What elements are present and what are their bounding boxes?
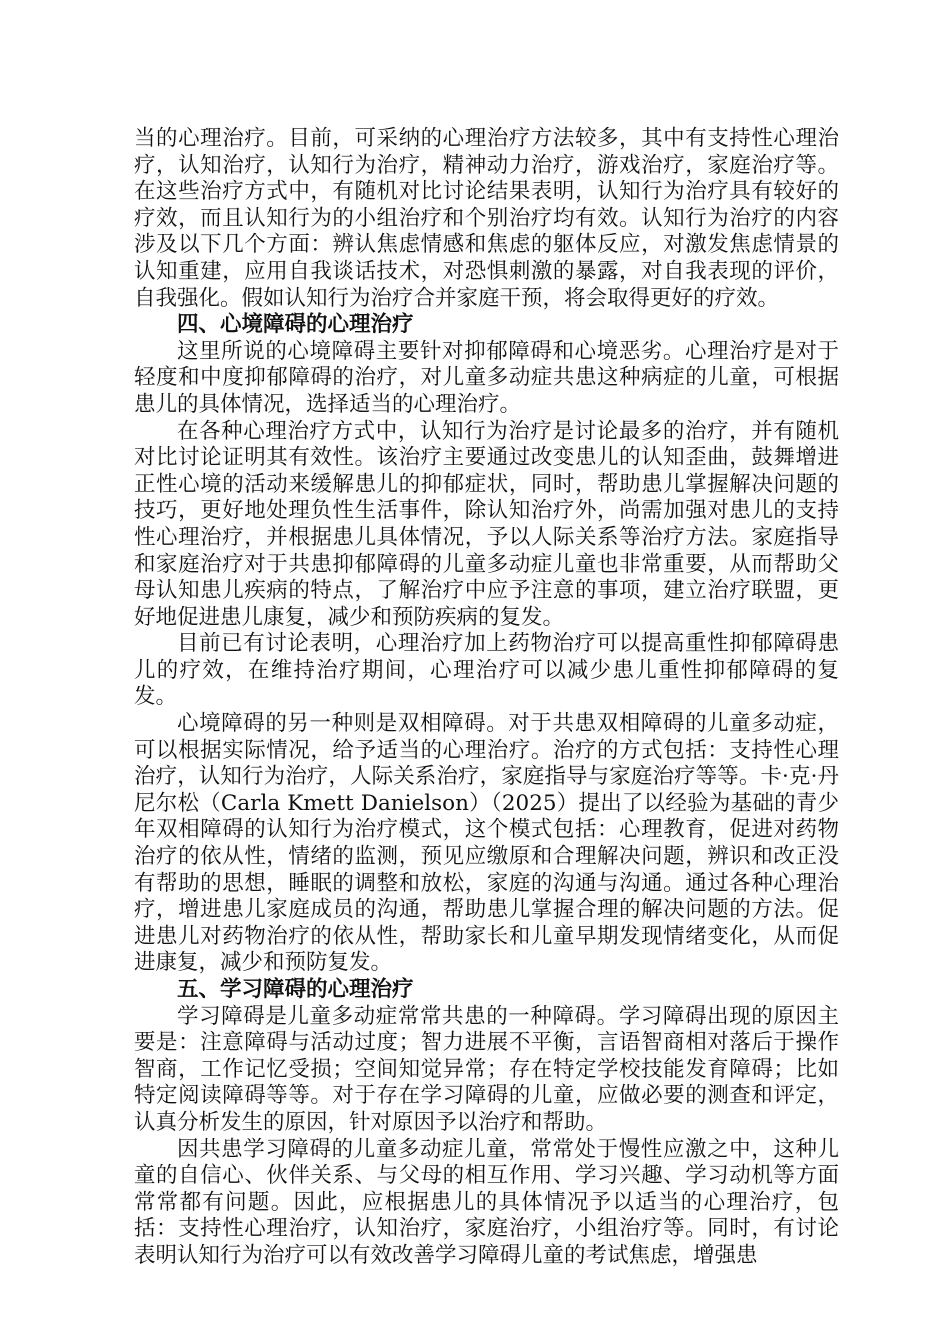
paragraph: 学习障碍是儿童多动症常常共患的一种障碍。学习障碍出现的原因主要是：注意障碍与活动过度；智力进展不平衡，言语智商相对落后于操作智商，工作记忆受损；空间知觉异常；存在特定学校技能发育障碍；比如特定阅读障碍等等。对于存在学习障碍的儿童，应做必要的测查和评定，认真分析发生的原因，针对原因予以治疗和帮助。 (134, 1003, 839, 1135)
paragraph: 因共患学习障碍的儿童多动症儿童，常常处于慢性应激之中，这种儿童的自信心、伙伴关系、与父母的相互作用、学习兴趣、学习动机等方面常常都有问题。因此，应根据患儿的具体情况予以适当的心理治疗，包括：支持性心理治疗，认知治疗，家庭治疗，小组治疗等。同时，有讨论表明认知行为治疗可以有效改善学习障碍儿童的考试焦虑，增强患 (134, 1136, 839, 1268)
document-page (134, 126, 839, 1270)
paragraph: 心境障碍的另一种则是双相障碍。对于共患双相障碍的儿童多动症，可以根据实际情况，给予适当的心理治疗。治疗的方式包括：支持性心理治疗，认知行为治疗，人际关系治疗，家庭指导与家庭治疗等等。卡·克·丹尼尔松（Carla Kmett Danielson）（2025）提出了以经验为基础的青少年双相障碍的认知行为治疗模式，这个模式包括：心理教育，促进对药物治疗的依从性，情绪的监测，预见应缴原和合理解决问题，辨识和改正没有帮助的思想，睡眠的调整和放松，家庭的沟通与沟通。通过各种心理治疗，增进患儿家庭成员的沟通，帮助患儿掌握合理的解决问题的方法。促进患儿对药物治疗的依从性，帮助家长和儿童早期发现情绪变化，从而促进康复，减少和预防复发。 (134, 711, 839, 976)
paragraph-continued: 当的心理治疗。目前，可采纳的心理治疗方法较多，其中有支持性心理治疗，认知治疗，认知行为治疗，精神动力治疗，游戏治疗，家庭治疗等。在这些治疗方式中，有随机对比讨论结果表明，认知行为治疗具有较好的疗效，而且认知行为的小组治疗和个别治疗均有效。认知行为治疗的内容涉及以下几个方面：辨认焦虑情感和焦虑的躯体反应，对激发焦虑情景的认知重建，应用自我谈话技术，对恐惧刺激的暴露，对自我表现的评价，自我强化。假如认知行为治疗合并家庭干预，将会取得更好的疗效。 (134, 126, 839, 311)
section-heading-learning-disorder: 五、学习障碍的心理治疗 (177, 977, 414, 1002)
paragraph: 在各种心理治疗方式中，认知行为治疗是讨论最多的治疗，并有随机对比讨论证明其有效性。该治疗主要通过改变患儿的认知歪曲，鼓舞增进正性心境的活动来缓解患儿的抑郁症状，同时，帮助患儿掌握解决问题的技巧，更好地处理负性生活事件，除认知治疗外，尚需加强对患儿的支持性心理治疗，并根据患儿具体情况，予以人际关系等治疗方法。家庭指导和家庭治疗对于共患抑郁障碍的儿童多动症儿童也非常重要，从而帮助父母认知患儿疾病的特点，了解治疗中应予注意的事项，建立治疗联盟，更好地促进患儿康复，减少和预防疾病的复发。 (134, 418, 839, 630)
paragraph: 这里所说的心境障碍主要针对抑郁障碍和心境恶劣。心理治疗是对于轻度和中度抑郁障碍的治疗，对儿童多动症共患这种病症的儿童，可根据患儿的具体情况，选择适当的心理治疗。 (134, 338, 839, 417)
paragraph: 目前已有讨论表明，心理治疗加上药物治疗可以提高重性抑郁障碍患儿的疗效，在维持治疗期间，心理治疗可以减少患儿重性抑郁障碍的复发。 (134, 631, 839, 710)
section-heading-mood-disorder: 四、心境障碍的心理治疗 (177, 312, 414, 338)
